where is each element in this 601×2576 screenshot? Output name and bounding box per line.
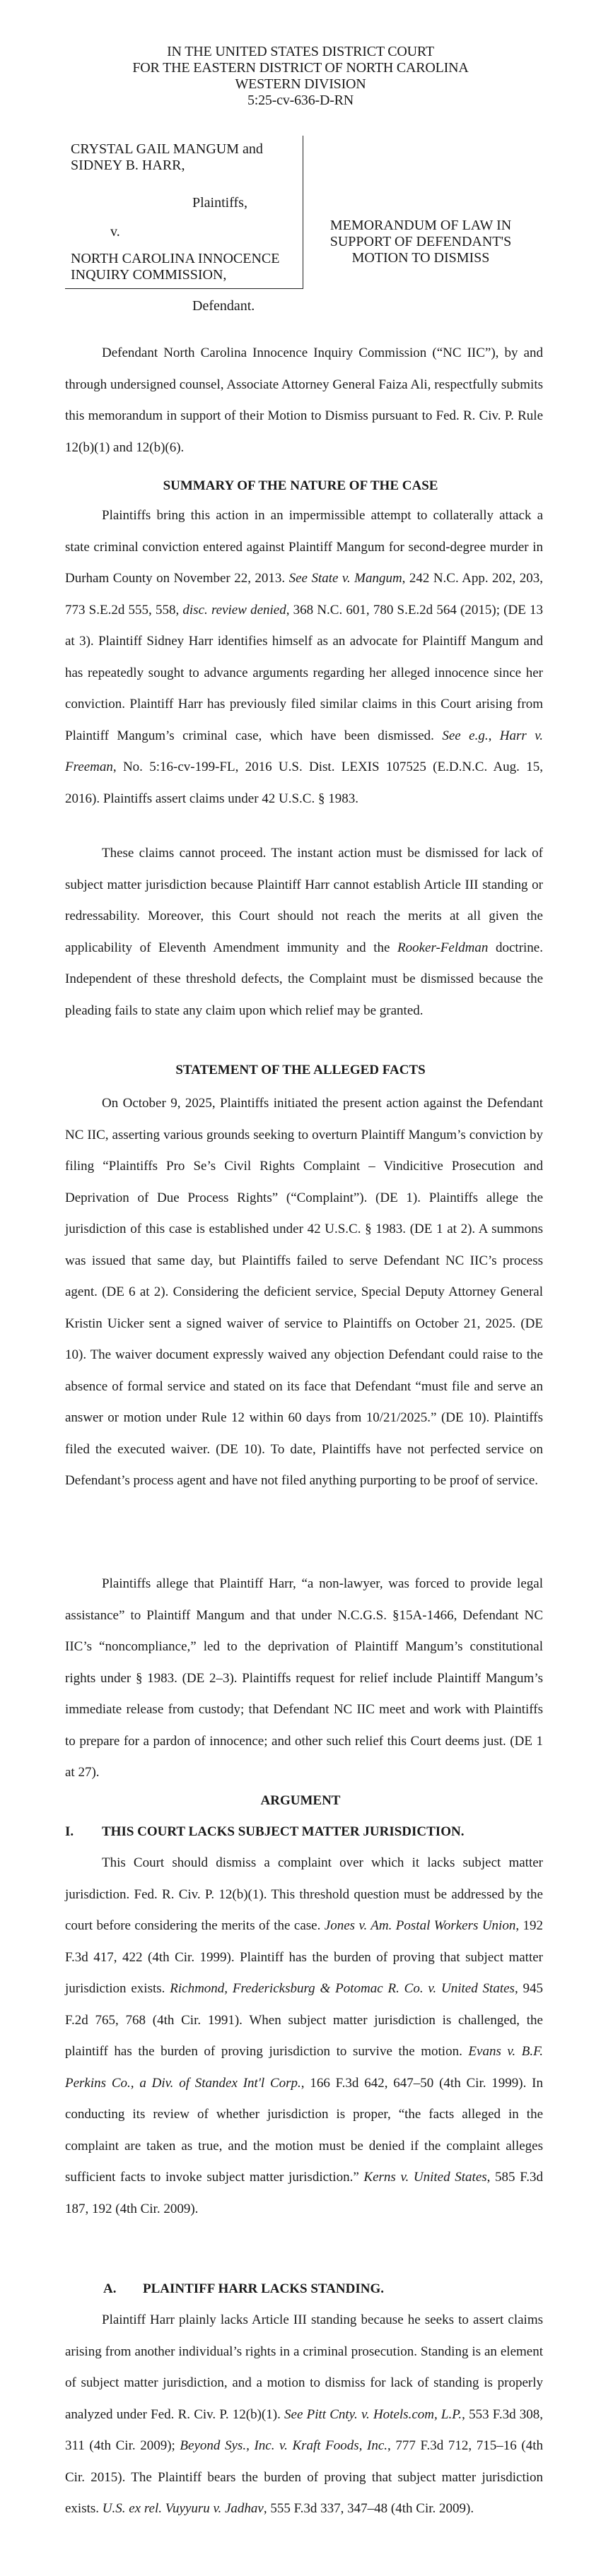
section-number: I. [65, 1824, 74, 1839]
intro-paragraph: Defendant North Carolina Innocence Inquiry Commission (“NC IIC”), by and through undersigned counsel, Associate Attorney General Faiza Ali, respectfully submits this memorandum in support of their Motion to Dismiss pursuant to Fed. R. Civ. P. Rule 12(b)(1) and 12(b)(6). [65, 345, 543, 455]
section-i-heading [65, 1824, 464, 1841]
case-number: 5:25-cv-636-D-RN [247, 93, 354, 108]
summary-heading: SUMMARY OF THE NATURE OF THE CASE [163, 478, 438, 493]
defendant-label: Defendant. [192, 298, 255, 314]
facts-heading: STATEMENT OF THE ALLEGED FACTS [175, 1063, 426, 1077]
summary-paragraph-1: Plaintiffs bring this action in an impermissible attempt to collaterally attack a state criminal conviction entered against Plaintiff Mangum for second-degree murder in Durham County on November 22, 2013. See State v. Mangum, 242 N.C. App. 202, 203, 773 S.E.2d 555, 558, disc. review denied, 368 N.C. 601, 780 S.E.2d 564 (2015); (DE 13 at 3). Plaintiff Sidney Harr identifies himself as an advocate for Plaintiff Mangum and has repeatedly sought to advance arguments regarding her alleged innocence since her conviction. Plaintiff Harr has previously filed similar claims in this Court arising from Plaintiff Mangum’s criminal case, which have been dismissed. See e.g., Harr v. Freeman, No. 5:16-cv-199-FL, 2016 U.S. Dist. LEXIS 107525 (E.D.N.C. Aug. 15, 2016). Plaintiffs assert claims under 42 U.S.C. § 1983. [65, 508, 543, 806]
case-citation: See State v. Mangum [288, 571, 402, 586]
case-citation: Rooker-Feldman [397, 940, 489, 955]
case-citation: Jones v. Am. Postal Workers Union [324, 1918, 516, 1933]
defendant-name: NORTH CAROLINA INNOCENCE INQUIRY COMMISSION, [71, 251, 280, 283]
case-citation: Beyond Sys., Inc. v. Kraft Foods, Inc. [180, 2438, 388, 2453]
case-citation: U.S. ex rel. Vuyyuru v. Jadhav [102, 2501, 264, 2516]
plaintiff-names: CRYSTAL GAIL MANGUM and SIDNEY B. HARR, [71, 141, 263, 173]
document-title: MEMORANDUM OF LAW IN SUPPORT OF DEFENDANT'S MOTION TO DISMISS [329, 218, 512, 266]
section-title: THIS COURT LACKS SUBJECT MATTER JURISDICTION. [102, 1824, 465, 1839]
court-header [0, 44, 601, 109]
facts-paragraph-2: Plaintiffs allege that Plaintiff Harr, “a non-lawyer, was forced to provide legal assistance” to Plaintiff Mangum and that under N.C.G.S. §15A-1466, Defendant NC IIC’s “noncompliance,” led to the deprivation of Plaintiff Mangum’s constitutional rights under § 1983. (DE 2–3). Plaintiffs request for relief include Plaintiff Mangum’s immediate release from custody; that Defendant NC IIC meet and work with Plaintiffs to prepare for a pardon of innocence; and other such relief this Court deems just. (DE 1 at 27). [65, 1576, 543, 1780]
court-district: FOR THE EASTERN DISTRICT OF NORTH CAROLINA [132, 60, 469, 76]
subsection-letter: A. [103, 2281, 117, 2296]
versus-label: v. [110, 224, 120, 240]
argument-heading: ARGUMENT [260, 1793, 341, 1808]
plaintiffs-label: Plaintiffs, [192, 195, 247, 211]
case-citation: disc. review denied [182, 602, 286, 618]
case-citation: See e.g., Harr v. Freeman [65, 728, 543, 774]
subsection-title: PLAINTIFF HARR LACKS STANDING. [143, 2281, 384, 2296]
summary-paragraph-2: These claims cannot proceed. The instant action must be dismissed for lack of subject matter jurisdiction because Plaintiff Harr cannot establish Article III standing or redressability. Moreover, this Court should not reach the merits at all given the applicability of Eleventh Amendment immunity and the Rooker-Feldman doctrine. Independent of these threshold defects, the Complaint must be dismissed because the pleading fails to state any claim upon which relief may be granted. [65, 846, 543, 1018]
case-citation: Richmond, Fredericksburg & Potomac R. Co. v. United States [170, 1981, 515, 1996]
facts-paragraph-1: On October 9, 2025, Plaintiffs initiated the present action against the Defendant NC IIC, asserting various grounds seeking to overturn Plaintiff Mangum’s conviction by filing “Plaintiffs Pro Se’s Civil Rights Complaint – Vindicitive Prosecution and Deprivation of Due Process Rights” (“Complaint”). (DE 1). Plaintiffs allege the jurisdiction of this case is established under 42 U.S.C. § 1983. (DE 1 at 2). A summons was issued that same day, but Plaintiffs failed to serve Defendant NC IIC’s process agent. (DE 6 at 2). Considering the deficient service, Special Deputy Attorney General Kristin Uicker sent a signed waiver of service to Plaintiffs on October 21, 2025. (DE 10). The waiver document expressly waived any objection Defendant could raise to the absence of formal service and stated on its face that Defendant “must file and serve an answer or motion under Rule 12 within 60 days from 10/21/2025.” (DE 10). Plaintiffs filed the executed waiver. (DE 10). To date, Plaintiffs have not perfected service on Defendant’s process agent and have not filed anything purporting to be proof of service. [65, 1096, 543, 1488]
case-citation: See Pitt Cnty. v. Hotels.com, L.P. [284, 2406, 462, 2422]
case-citation: Kerns v. United States [363, 2170, 487, 2185]
case-caption-parties [65, 136, 303, 314]
court-name: IN THE UNITED STATES DISTRICT COURT [167, 44, 434, 59]
court-division: WESTERN DIVISION [235, 76, 366, 92]
subsection-a-heading [103, 2281, 384, 2298]
section-i-paragraph: This Court should dismiss a complaint over which it lacks subject matter jurisdiction. Fed. R. Civ. P. 12(b)(1). This threshold question must be addressed by the court before considering the merits of the case. Jones v. Am. Postal Workers Union, 192 F.3d 417, 422 (4th Cir. 1999). Plaintiff has the burden of proving that subject matter jurisdiction exists. Richmond, Fredericksburg & Potomac R. Co. v. United States, 945 F.2d 765, 768 (4th Cir. 1991). When subject matter jurisdiction is challenged, the plaintiff has the burden of proving jurisdiction to survive the motion. Evans v. B.F. Perkins Co., a Div. of Standex Int'l Corp., 166 F.3d 642, 647–50 (4th Cir. 1999). In conducting its review of whether jurisdiction is proper, “the facts alleged in the complaint are taken as true, and the motion must be denied if the complaint alleges sufficient facts to invoke subject matter jurisdiction.” Kerns v. United States, 585 F.3d 187, 192 (4th Cir. 2009). [65, 1855, 544, 2216]
subsection-a-paragraph: Plaintiff Harr plainly lacks Article III standing because he seeks to assert claims arising from another individual’s rights in a criminal prosecution. Standing is an element of subject matter jurisdiction, and a motion to dismiss for lack of standing is properly analyzed under Fed. R. Civ. P. 12(b)(1). See Pitt Cnty. v. Hotels.com, L.P., 553 F.3d 308, 311 (4th Cir. 2009); Beyond Sys., Inc. v. Kraft Foods, Inc., 777 F.3d 712, 715–16 (4th Cir. 2015). The Plaintiff bears the burden of proving that subject matter jurisdiction exists. U.S. ex rel. Vuyyuru v. Jadhav, 555 F.3d 337, 347–48 (4th Cir. 2009). [65, 2312, 544, 2516]
case-citation: Evans v. B.F. Perkins Co., a Div. of Standex Int'l Corp. [65, 2044, 544, 2091]
